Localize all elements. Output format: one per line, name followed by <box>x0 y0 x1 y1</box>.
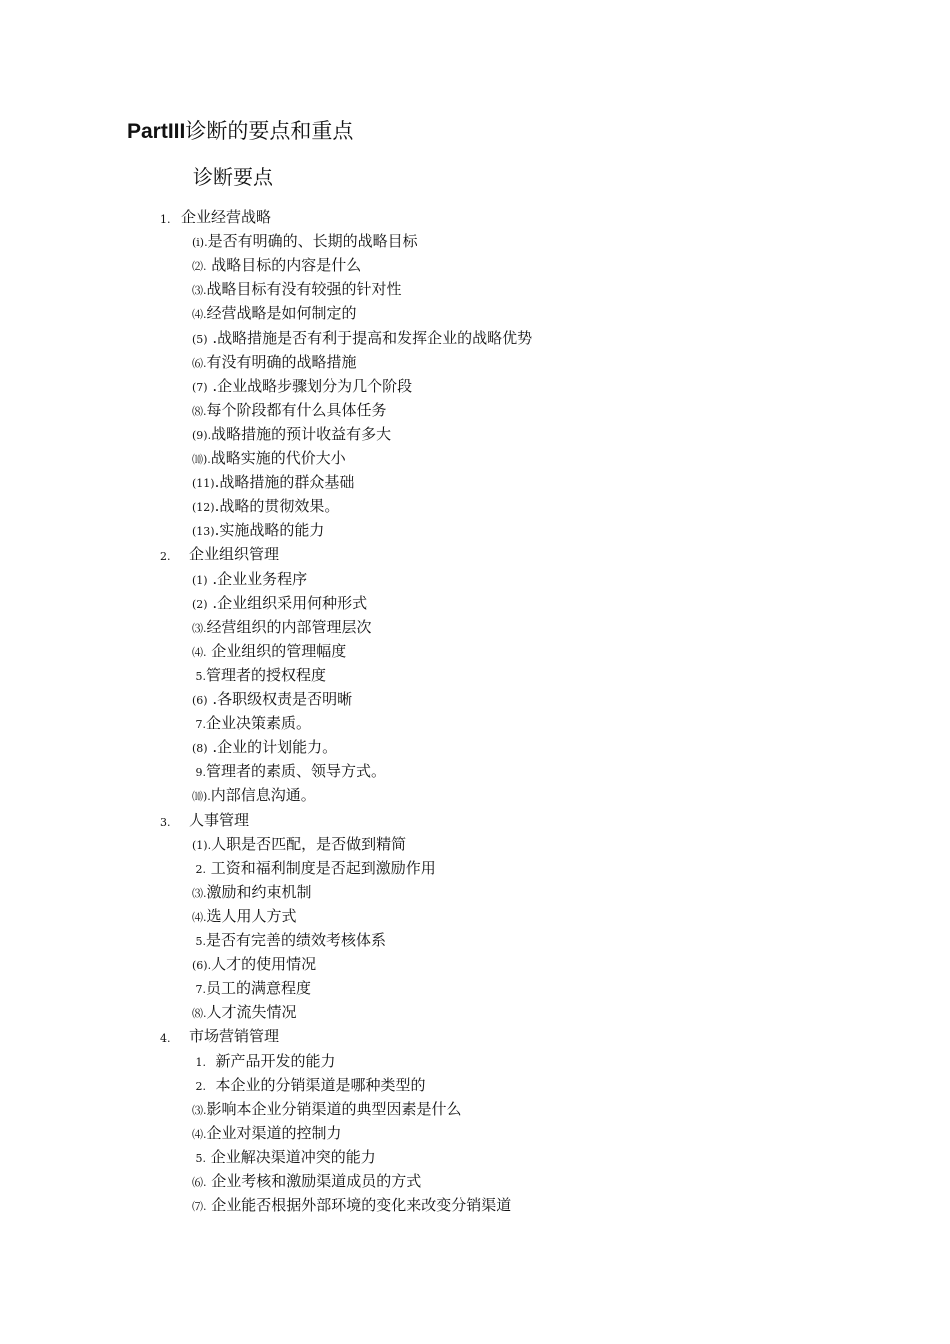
item-text: .企业业务程序 <box>207 569 308 588</box>
item-number: (9). <box>192 428 212 442</box>
item-number: ⑹. <box>192 1176 207 1189</box>
outline-item <box>192 352 357 374</box>
item-text: .战略措施是否有利于提高和发挥企业的战略优势 <box>207 328 533 347</box>
item-number: ⑶. <box>192 1103 207 1117</box>
item-text: 战略实施的代价大小 <box>210 449 346 467</box>
item-text: 人才的使用情况 <box>211 955 317 974</box>
item-text: 企业决策素质。 <box>206 714 312 733</box>
item-text: 激励和约束机制 <box>206 882 312 901</box>
item-text: 企业解决渠道冲突的能力 <box>206 1147 376 1166</box>
item-text: 员工的满意程度 <box>206 979 312 998</box>
item-text: 战略措施的预计收益有多大 <box>211 424 392 443</box>
outline-item <box>192 593 367 615</box>
item-text: .战略措施的群众基础 <box>214 473 355 492</box>
item-number: ⑶. <box>192 886 207 900</box>
item-number: (6). <box>192 959 212 973</box>
item-text: 是否有明确的、长期的战略目标 <box>207 232 418 251</box>
item-number: 7. <box>192 983 206 997</box>
outline-item <box>192 1099 462 1121</box>
item-text: 经营战略是如何制定的 <box>206 304 357 323</box>
outline-item <box>192 303 357 325</box>
item-text: .实施战略的能力 <box>214 521 325 540</box>
outline-item <box>192 1051 336 1073</box>
section-number: 1. <box>160 213 171 226</box>
item-text: .企业组织采用何种形式 <box>207 593 368 612</box>
item-number: (1). <box>192 838 212 852</box>
item-number: (5) <box>192 332 208 346</box>
outline-item <box>192 954 316 976</box>
item-number: 7. <box>192 718 206 732</box>
outline-item <box>192 785 316 807</box>
item-number: (1) <box>192 573 208 587</box>
outline-item <box>192 1195 511 1217</box>
outline-item <box>192 930 386 952</box>
section-number: 4. <box>160 1032 171 1046</box>
item-number: (6) <box>192 694 208 707</box>
outline-item <box>192 376 412 398</box>
section-heading: 市场营销管理 <box>189 1027 280 1046</box>
item-text: 战略目标的内容是什么 <box>206 256 362 275</box>
outline-item <box>192 1075 426 1097</box>
item-text: 内部信息沟通。 <box>210 786 316 805</box>
outline-item <box>192 689 352 711</box>
item-number: (i). <box>192 236 208 250</box>
section-heading: 企业组织管理 <box>189 545 280 564</box>
outline-item <box>192 665 326 687</box>
outline-item <box>192 279 402 301</box>
item-number: 5. <box>192 1151 206 1165</box>
item-number: (11) <box>192 477 215 491</box>
item-number: 5. <box>192 935 206 948</box>
item-number: 2. <box>192 1079 206 1093</box>
outline-item <box>192 496 339 518</box>
item-text: 影响本企业分销渠道的典型因素是什么 <box>206 1099 462 1118</box>
outline-item <box>192 978 311 1000</box>
outline-item <box>192 424 391 446</box>
item-text: 每个阶段都有什么具体任务 <box>206 400 387 419</box>
item-text: .企业战略步骤划分为几个阶段 <box>207 376 413 395</box>
title-cn: 诊断的要点和重点 <box>185 119 354 143</box>
item-number: ⑺. <box>192 1200 207 1214</box>
outline-item <box>192 400 387 422</box>
item-text: 管理者的授权程度 <box>206 665 327 684</box>
item-text: 企业考核和激励渠道成员的方式 <box>206 1172 422 1190</box>
item-number: ⑷. <box>192 308 207 322</box>
item-text: .战略的贯彻效果。 <box>214 497 340 516</box>
outline-item <box>192 713 311 735</box>
outline-item <box>192 448 346 470</box>
item-text: 人才流失情况 <box>206 1003 297 1022</box>
item-text: 管理者的素质、领导方式。 <box>206 762 387 781</box>
item-number: (2) <box>192 597 208 611</box>
item-text: .企业的计划能力。 <box>207 738 338 757</box>
outline-item <box>192 617 372 639</box>
outline-item <box>192 882 312 904</box>
outline-item <box>192 1123 342 1145</box>
item-number: ⑽). <box>192 453 211 466</box>
item-number: ⑻. <box>192 1007 207 1021</box>
item-number: (13) <box>192 525 215 539</box>
item-number: ⑶. <box>192 284 207 298</box>
item-number: 5. <box>192 669 206 683</box>
outline-item <box>192 569 307 591</box>
item-number: ⑹. <box>192 356 207 370</box>
outline-item <box>192 834 406 856</box>
outline-item <box>192 641 346 663</box>
item-number: ⑵. <box>192 260 207 274</box>
item-text: 有没有明确的战略措施 <box>206 352 357 371</box>
item-number: (12) <box>192 501 215 515</box>
section-number: 2. <box>160 550 171 564</box>
item-text: 本企业的分销渠道是哪种类型的 <box>206 1075 426 1094</box>
outline-item <box>192 520 324 542</box>
outline-item <box>192 1002 297 1024</box>
subtitle: 诊断要点 <box>193 165 273 189</box>
outline-item <box>192 906 297 928</box>
item-text: 经营组织的内部管理层次 <box>206 617 372 636</box>
outline-item <box>192 858 436 880</box>
item-number: ⑷. <box>192 910 207 924</box>
item-text: 新产品开发的能力 <box>206 1051 336 1070</box>
item-text: 选人用人方式 <box>206 906 297 925</box>
item-number: ⑶. <box>192 621 207 635</box>
item-text: 战略目标有没有较强的针对性 <box>206 280 402 299</box>
outline-item <box>192 737 337 759</box>
item-number: 1. <box>192 1055 206 1069</box>
item-number: 9. <box>192 766 206 780</box>
outline-item <box>192 328 532 350</box>
section-heading: 人事管理 <box>189 810 250 829</box>
title-en: PartIII <box>127 120 186 143</box>
item-text: .各职级权责是否明晰 <box>207 690 353 708</box>
item-text: 企业对渠道的控制力 <box>206 1123 342 1142</box>
outline-item <box>192 231 418 253</box>
outline-item <box>192 472 354 494</box>
item-number: 2. <box>192 862 206 876</box>
item-number: (8) <box>192 742 208 756</box>
item-text: 是否有完善的绩效考核体系 <box>206 931 387 949</box>
item-number: ⑻. <box>192 404 207 418</box>
outline-item <box>192 761 386 783</box>
item-number: ⑷. <box>192 1127 207 1141</box>
item-number: (7) <box>192 380 208 394</box>
item-text: 企业组织的管理幅度 <box>206 641 347 660</box>
item-text: 人职是否匹配，是否做到精简 <box>211 834 407 853</box>
outline-item <box>192 255 361 277</box>
section-heading: 企业经营战略 <box>181 208 272 226</box>
page-title <box>127 115 353 145</box>
item-number: ⑷. <box>192 645 207 659</box>
outline-item <box>192 1171 421 1193</box>
section-number: 3. <box>160 815 171 829</box>
outline-item <box>192 1147 376 1169</box>
item-number: ⑽). <box>192 790 211 804</box>
item-text: 工资和福利制度是否起到激励作用 <box>206 858 436 877</box>
item-text: 企业能否根据外部环境的变化来改变分销渠道 <box>206 1196 512 1215</box>
